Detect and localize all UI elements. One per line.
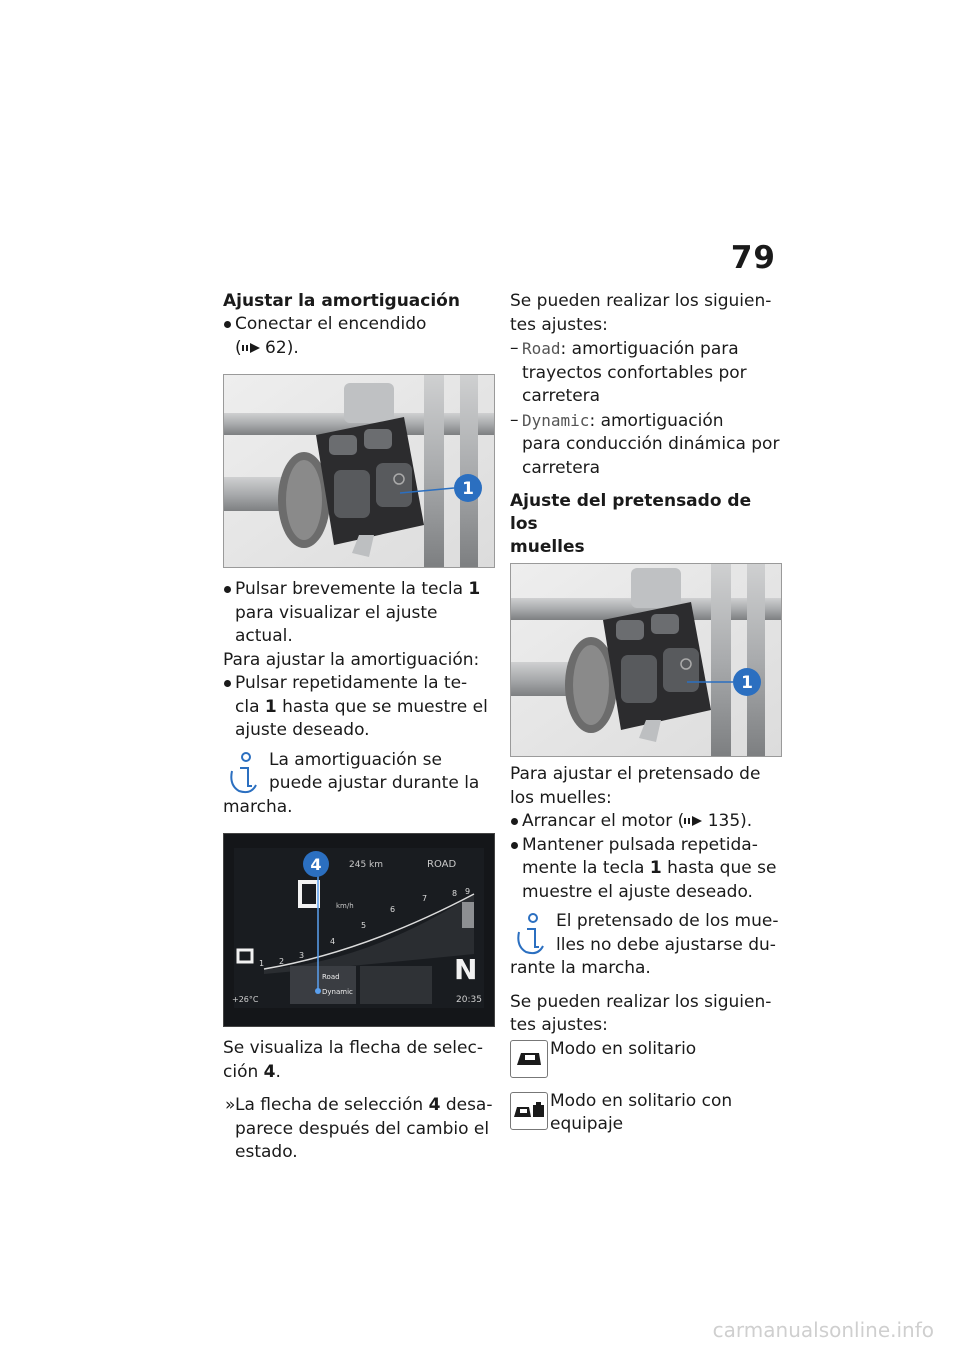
gear-indicator: N xyxy=(454,953,478,986)
temperature-readout: +26°C xyxy=(232,995,259,1004)
paragraph-adjust-preload: Para ajustar el pretensado de los muelles: xyxy=(510,764,761,808)
handlebar-switch-figure xyxy=(223,374,495,568)
note-damping: La amortiguación se puede ajustar durante la marcha. xyxy=(223,749,480,817)
callout-4: 4 xyxy=(310,855,322,874)
callout-1: 1 xyxy=(462,479,474,499)
step-ignition: Conectar el encendido ( 62). xyxy=(223,313,495,360)
tick-7: 7 xyxy=(422,894,428,903)
option-road-description: – Road: amortiguación para trayectos confortables por carretera xyxy=(510,337,782,409)
tick-6: 6 xyxy=(390,905,396,914)
mode-readout: ROAD xyxy=(427,859,457,870)
tft-display-figure xyxy=(223,833,495,1027)
tick-5: 5 xyxy=(361,921,367,930)
solo-luggage-mode-row: Modo en solitario con equipaje xyxy=(510,1090,782,1137)
tick-3: 3 xyxy=(299,951,305,960)
page-number: 79 xyxy=(730,240,776,276)
step-start-engine: Arrancar el motor ( 135). xyxy=(510,810,782,834)
page-reference[interactable]: 62 xyxy=(265,337,287,358)
handlebar-switch-figure-preload xyxy=(510,563,782,757)
solo-luggage-mode-icon xyxy=(510,1092,548,1130)
time-readout: 20:35 xyxy=(456,995,482,1005)
paragraph-selection-arrow: Se visualiza la flecha de selec- ción 4. xyxy=(223,1038,483,1082)
step-press-repeatedly: Pulsar repetidamente la te- cla 1 hasta que se muestre el ajuste deseado. xyxy=(223,672,495,743)
page-reference[interactable]: 135 xyxy=(707,811,741,831)
page-reference-arrow-icon xyxy=(242,343,260,353)
range-readout: 245 km xyxy=(349,860,384,870)
callout-1-preload: 1 xyxy=(741,673,753,693)
page-reference-arrow-icon xyxy=(684,816,702,826)
left-column xyxy=(223,290,495,1165)
note-preload: El pretensado de los mue- lles no debe ajustarse du- rante la marcha. xyxy=(510,911,779,978)
watermark: carmanualsonline.info xyxy=(712,1318,934,1342)
paragraph-possible-settings-preload: Se pueden realizar los siguien- tes ajustes: xyxy=(510,991,772,1035)
result-symbol: » xyxy=(225,1095,236,1115)
section-heading-preload: Ajuste del pretensado de los muelles xyxy=(510,491,752,557)
option-road: Road xyxy=(322,973,340,981)
section-heading-damping: Ajustar la amortiguación xyxy=(223,291,460,311)
option-dynamic: Dynamic xyxy=(322,988,353,996)
speed-unit: km/h xyxy=(336,902,354,910)
info-note-icon xyxy=(229,751,259,795)
tick-1: 1 xyxy=(259,959,265,968)
paragraph-possible-settings: Se pueden realizar los siguien- tes ajustes: xyxy=(510,291,772,335)
result-selection-arrow: » La flecha de selección 4 desa- parece después del cambio el estado. xyxy=(225,1095,493,1162)
step-press-key: Pulsar brevemente la tecla 1 para visualizar el ajuste actual. xyxy=(223,578,495,649)
info-note-icon xyxy=(516,912,546,956)
paragraph-adjust-damping: Para ajustar la amortiguación: xyxy=(223,649,480,670)
solo-mode-icon xyxy=(510,1040,548,1078)
handlebar-switch-illustration-preload xyxy=(511,564,781,756)
tick-8: 8 xyxy=(452,889,458,898)
tick-4: 4 xyxy=(330,937,336,946)
handlebar-switch-illustration xyxy=(224,375,494,567)
solo-mode-row: Modo en solitario xyxy=(510,1038,782,1082)
right-column xyxy=(510,290,782,1137)
tft-display xyxy=(224,834,494,1026)
step-hold-key: Mantener pulsada repetida- mente la tecla 1 hasta que se muestre el ajuste deseado. xyxy=(510,834,782,905)
option-dynamic-description: – Dynamic: amortiguación para conducción dinámica por carretera xyxy=(510,409,782,481)
tick-9: 9 xyxy=(465,887,471,896)
tick-2: 2 xyxy=(279,957,285,966)
